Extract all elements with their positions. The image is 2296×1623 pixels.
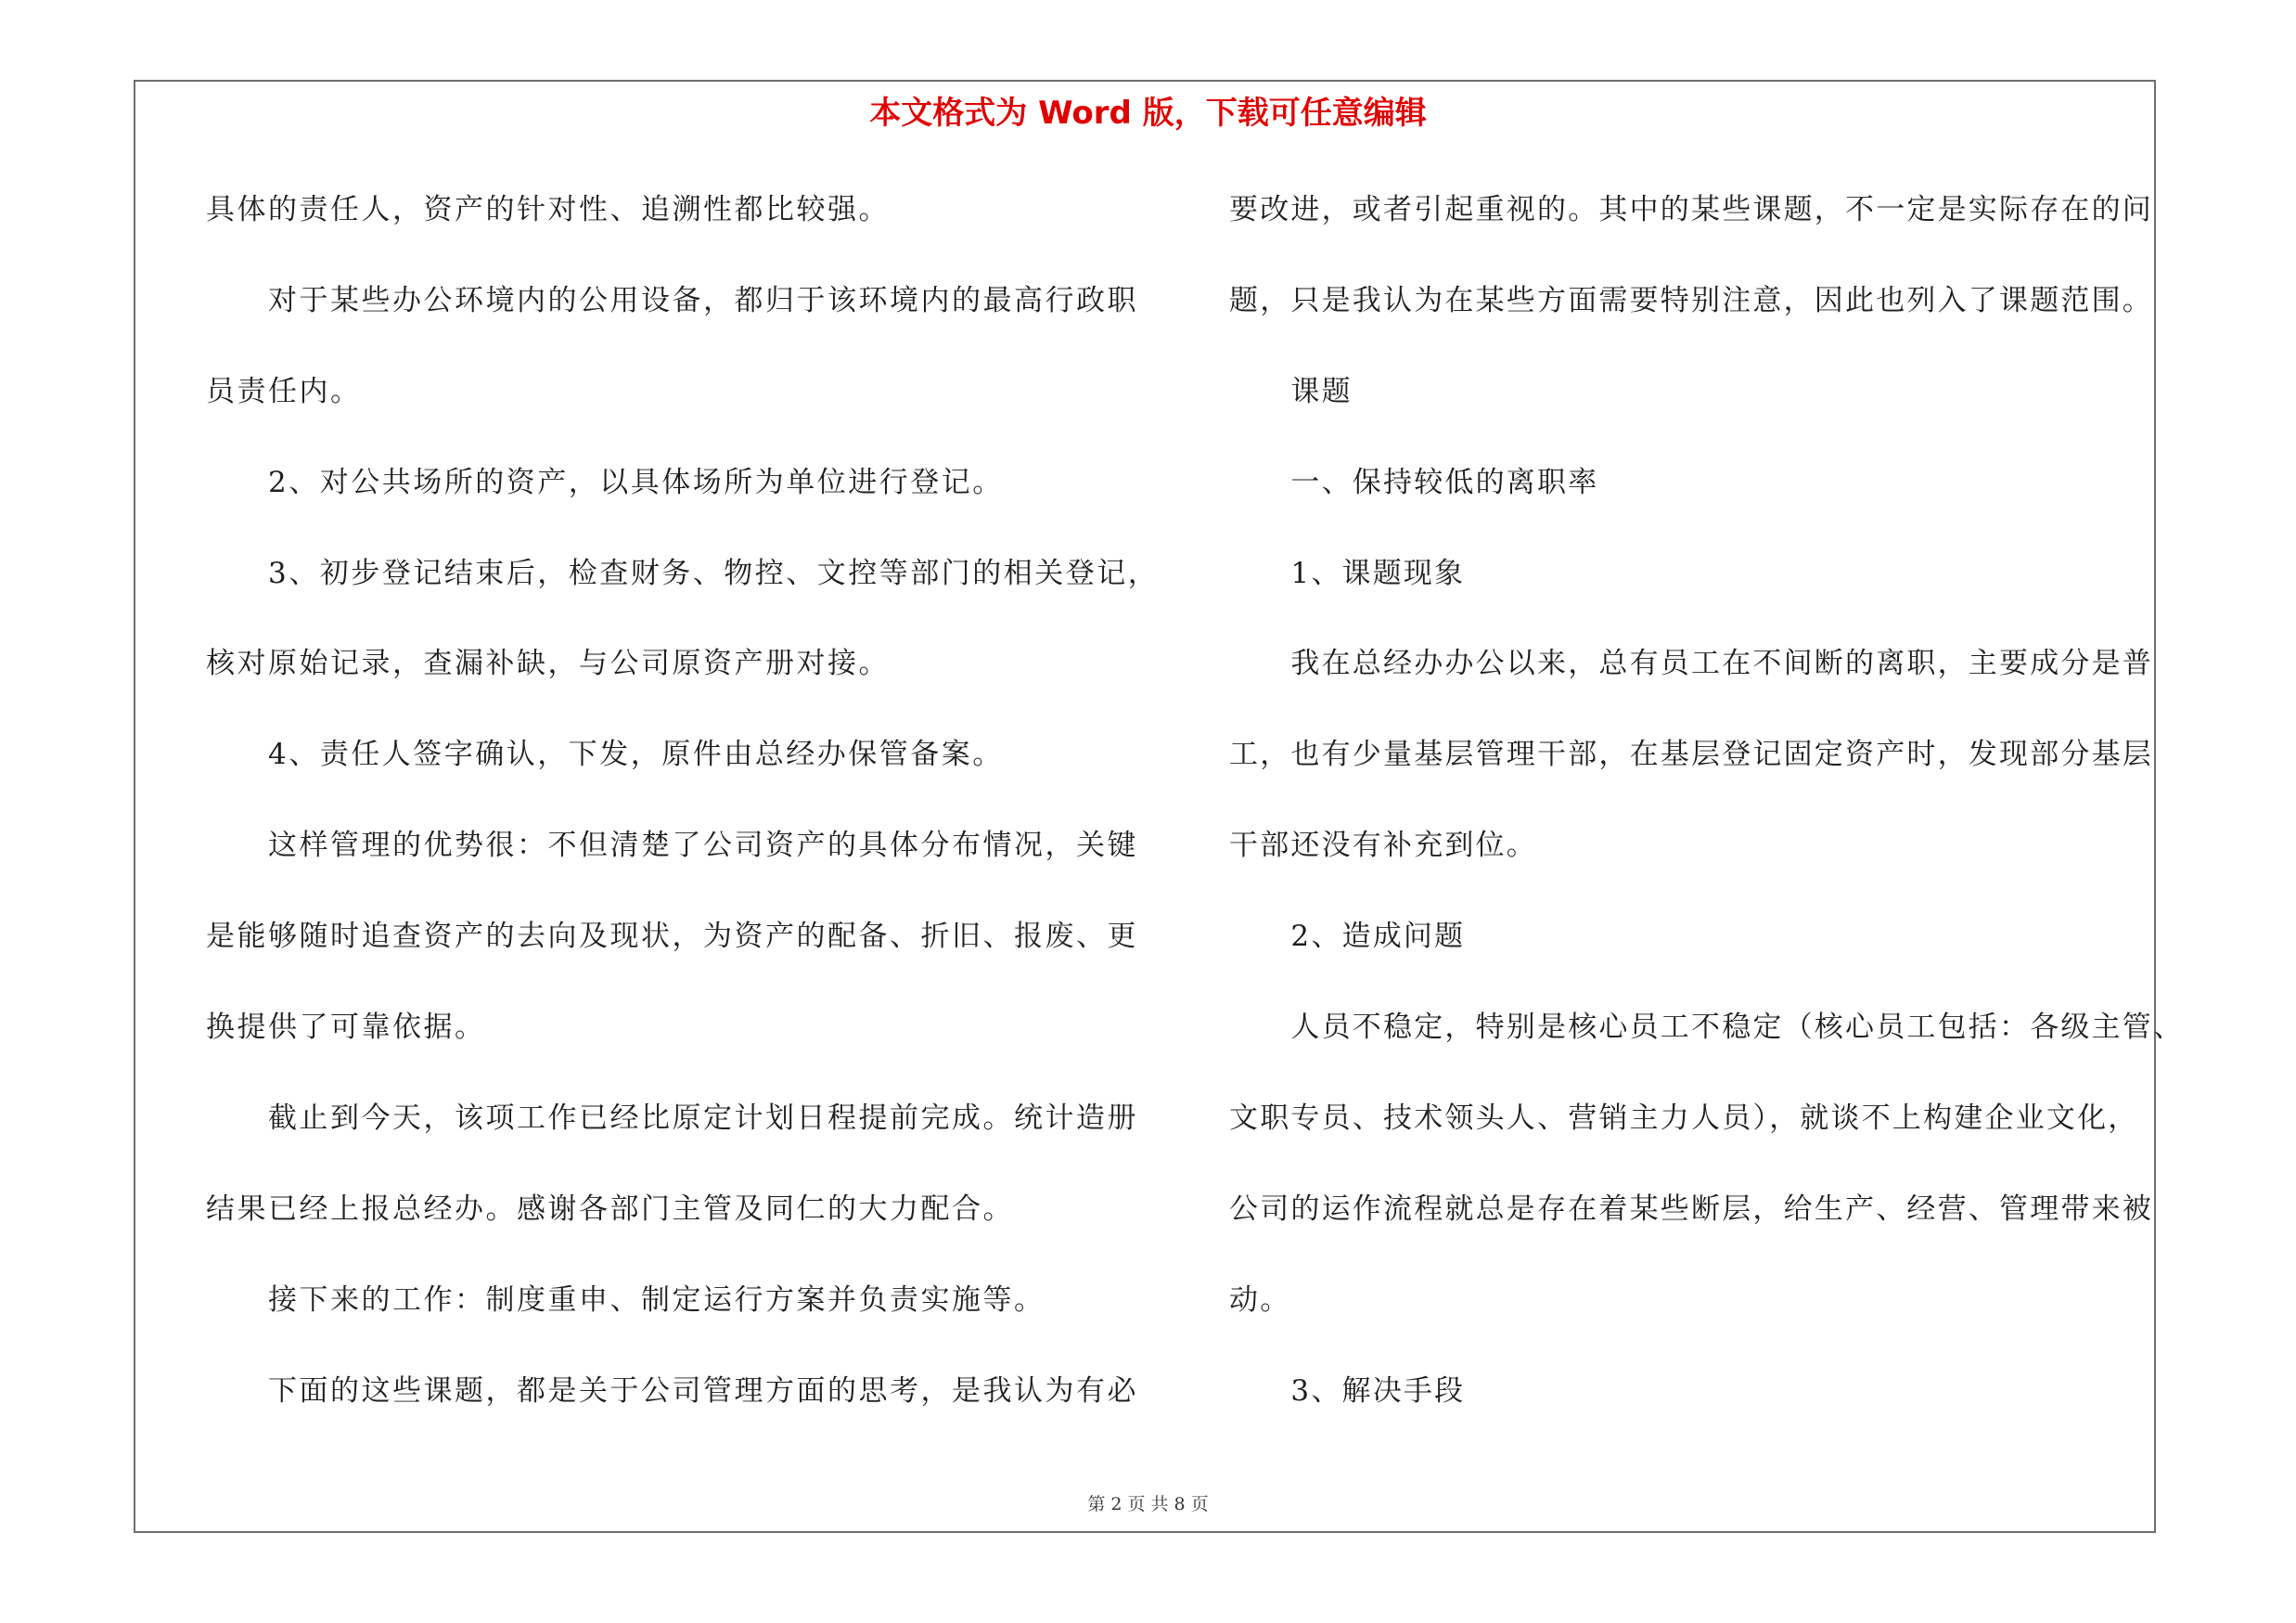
page-number: 第 2 页 共 8 页 [1087,1494,1209,1514]
text-line: 2、造成问题 [1229,920,1466,954]
text-line: 具体的责任人，资产的针对性、追溯性都比较强。 [206,193,890,226]
text-line: 核对原始记录，查漏补缺，与公司原资产册对接。 [206,647,890,681]
text-line: 人员不稳定，特别是核心员工不稳定（核心员工包括：各级主管、 [1229,1011,2185,1045]
text-line: 文职专员、技术领头人、营销主力人员），就谈不上构建企业文化， [1229,1101,2139,1135]
text-line: 一、保持较低的离职率 [1229,465,1599,499]
text-line: 工，也有少量基层管理干部，在基层登记固定资产时，发现部分基层 [1229,738,2153,772]
text-line: 对于某些办公环境内的公用设备，都归于该环境内的最高行政职 [206,283,1138,317]
text-line: 我在总经办办公以来，总有员工在不间断的离职，主要成分是普 [1229,647,2153,681]
text-line: 3、初步登记结束后，检查财务、物控、文控等部门的相关登记， [206,556,1160,590]
text-line: 题，只是我认为在某些方面需要特别注意，因此也列入了课题范围。 [1229,283,2153,317]
text-line: 3、解决手段 [1229,1373,1466,1408]
text-line: 这样管理的优势很：不但清楚了公司资产的具体分布情况，关键 [206,829,1138,863]
text-line: 课题 [1229,374,1353,408]
text-line: 下面的这些课题，都是关于公司管理方面的思考，是我认为有必 [206,1373,1138,1408]
text-line: 接下来的工作：制度重申、制定运行方案并负责实施等。 [206,1282,1045,1317]
text-line: 结果已经上报总经办。感谢各部门主管及同仁的大力配合。 [206,1191,1014,1226]
right-column [1229,182,2185,1453]
text-line: 员责任内。 [206,374,362,408]
text-line: 干部还没有补充到位。 [1229,829,1537,863]
text-line: 是能够随时追查资产的去向及现状，为资产的配备、折旧、报废、更 [206,920,1138,954]
text-line: 1、课题现象 [1229,556,1466,590]
text-line: 换提供了可靠依据。 [206,1011,486,1045]
text-line: 要改进，或者引起重视的。其中的某些课题，不一定是实际存在的问 [1229,193,2153,226]
text-line: 动。 [1229,1282,1291,1317]
text-line: 公司的运作流程就总是存在着某些断层，给生产、经营、管理带来被 [1229,1191,2153,1226]
header-banner: 本文格式为 Word 版，下载可任意编辑 [869,95,1427,132]
text-line: 截止到今天，该项工作已经比原定计划日程提前完成。统计造册 [206,1101,1138,1135]
text-line: 4、责任人签字确认，下发，原件由总经办保管备案。 [206,738,1004,772]
left-column [206,182,1160,1453]
text-line: 2、对公共场所的资产，以具体场所为单位进行登记。 [206,465,1004,499]
